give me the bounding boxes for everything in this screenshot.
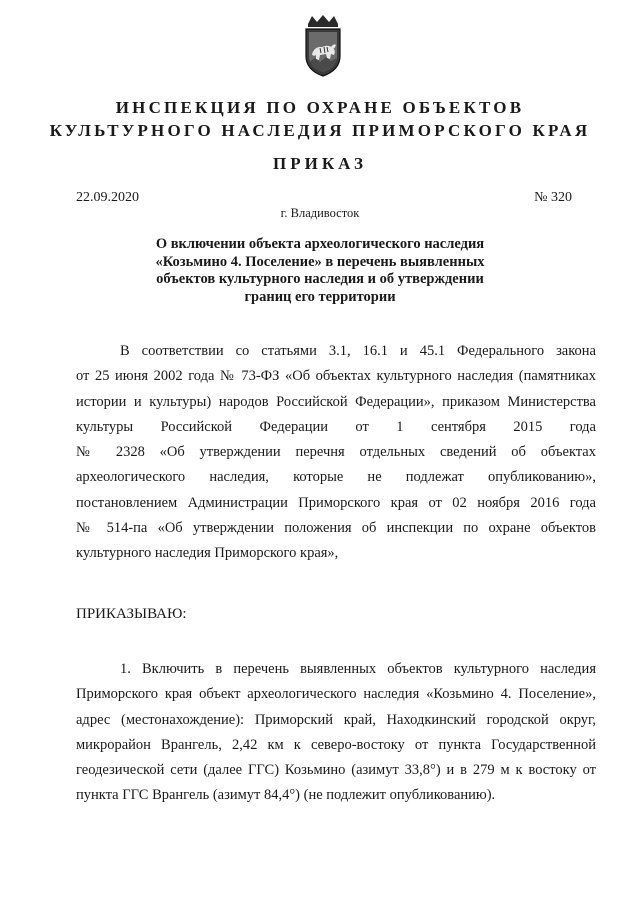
- coat-of-arms-icon: [298, 14, 348, 78]
- paragraph-line: В соответствии со статьями 3.1, 16.1 и 45.1 Федерального закона: [120, 343, 596, 359]
- paragraph-line: культурного наследия Приморского края»,: [76, 545, 339, 562]
- document-number: № 320: [534, 190, 572, 205]
- item-1-paragraph: [76, 657, 596, 809]
- subject-line: О включении объекта археологического наследия: [155, 236, 485, 252]
- paragraph-line: истории и культуры) народов Российской Федерации», приказом Министерства: [76, 393, 596, 410]
- document-type: ПРИКАЗ: [273, 154, 367, 173]
- document-city: г. Владивосток: [280, 206, 360, 220]
- preamble-paragraph: [76, 339, 596, 567]
- paragraph-line: от 25 июня 2002 года № 73-ФЗ «Об объектах культурного наследия (памятниках: [76, 368, 596, 385]
- document-subject: [120, 236, 520, 306]
- subject-line: объектов культурного наследия и об утверждении: [156, 271, 484, 287]
- paragraph-line: постановлением Администрации Приморского края от 02 ноября 2016 года: [76, 494, 596, 511]
- paragraph-line: № 2328 «Об утверждении перечня отдельных сведений об объектах: [76, 444, 596, 461]
- paragraph-line: археологического наследия, которые не подлежат опубликованию»,: [76, 469, 596, 486]
- paragraph-line: геодезической сети (далее ГГС) Козьмино (азимут 33,8°) и в 279 м к востоку от: [76, 762, 596, 779]
- subject-line: «Козьмино 4. Поселение» в перечень выявленных: [155, 253, 485, 270]
- organization-name-line1: ИНСПЕКЦИЯ ПО ОХРАНЕ ОБЪЕКТОВ: [115, 98, 525, 117]
- order-directive: ПРИКАЗЫВАЮ:: [76, 606, 187, 622]
- paragraph-line: микрорайон Врангель, 2,42 км к северо-востоку от пункта Государственной: [76, 736, 596, 753]
- paragraph-line: пункта ГГС Врангель (азимут 84,4°) (не подлежит опубликованию).: [76, 787, 496, 804]
- subject-line: границ его территории: [244, 288, 396, 305]
- paragraph-line: 1. Включить в перечень выявленных объектов культурного наследия: [120, 661, 596, 677]
- paragraph-line: адрес (местонахождение): Приморский край, Находкинский городской округ,: [76, 711, 596, 728]
- document-date: 22.09.2020: [76, 190, 139, 205]
- paragraph-line: культуры Российской Федерации от 1 сентября 2015 года: [76, 418, 596, 435]
- organization-name-line2: КУЛЬТУРНОГО НАСЛЕДИЯ ПРИМОРСКОГО КРАЯ: [49, 121, 591, 140]
- paragraph-line: № 514-па «Об утверждении положения об инспекции по охране объектов: [76, 520, 596, 537]
- paragraph-line: Приморского края объект археологического наследия «Козьмино 4. Поселение»,: [76, 686, 596, 703]
